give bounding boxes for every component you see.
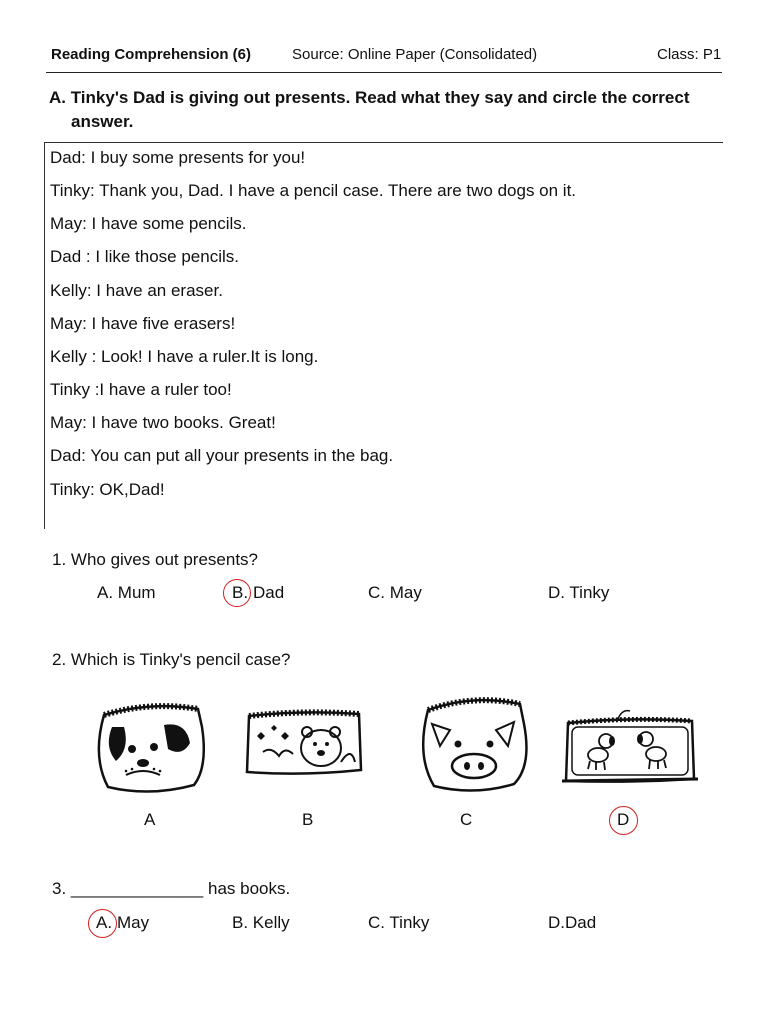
pencil-case-two-dogs-image[interactable] [560, 707, 700, 787]
q3-option-a[interactable]: A. [96, 913, 113, 932]
dialogue-line: Kelly: I have an eraser. [50, 281, 223, 300]
question-1-text: 1. Who gives out presents? [52, 550, 259, 569]
dialogue-line: Kelly : Look! I have a ruler.It is long. [50, 347, 319, 366]
q3-option-b[interactable]: B. Kelly [232, 913, 290, 932]
q1-option-d[interactable]: D. Tinky [548, 583, 610, 602]
section-title-line2: answer. [71, 112, 134, 131]
pencil-case-pig-face-image[interactable] [414, 690, 534, 798]
pencil-case-dog-face-image[interactable] [90, 697, 210, 797]
dialogue-line: May: I have some pencils. [50, 214, 247, 233]
dialogue-line: Tinky: OK,Dad! [50, 480, 165, 499]
q3-option-c[interactable]: C. Tinky [368, 913, 430, 932]
section-title-line1: A. Tinky's Dad is giving out presents. Read what they say and circle the correct [49, 88, 690, 107]
q3-option-a-text[interactable]: May [117, 913, 150, 932]
picture-label-b: B [302, 810, 314, 829]
q1-option-a[interactable]: A. Mum [97, 583, 156, 602]
question-3-text: 3. ______________ has books. [52, 879, 291, 898]
worksheet-source: Source: Online Paper (Consolidated) [292, 46, 538, 63]
picture-label-a: A [144, 810, 156, 829]
picture-label-c: C [460, 810, 473, 829]
section-title [49, 86, 729, 134]
dialogue-line: Dad: I buy some presents for you! [50, 148, 306, 167]
dialogue-line: May: I have five erasers! [50, 314, 236, 333]
worksheet-title: Reading Comprehension (6) [51, 46, 252, 63]
worksheet-class: Class: P1 [657, 46, 722, 63]
pencil-case-bear-image[interactable] [241, 706, 365, 778]
question-2-text: 2. Which is Tinky's pencil case? [52, 650, 291, 669]
dialogue-line: Tinky :I have a ruler too! [50, 380, 232, 399]
q1-option-b-text[interactable]: Dad [253, 583, 285, 602]
dialogue-line: Tinky: Thank you, Dad. I have a pencil case. There are two dogs on it. [50, 181, 577, 200]
dialogue-line: Dad: You can put all your presents in the bag. [50, 446, 394, 465]
q1-option-b[interactable]: B. [232, 583, 249, 602]
q3-option-d[interactable]: D.Dad [548, 913, 597, 932]
dialogue-line: May: I have two books. Great! [50, 413, 276, 432]
dialogue-line: Dad : I like those pencils. [50, 247, 239, 266]
picture-label-d: D [617, 810, 630, 829]
q1-option-c[interactable]: C. May [368, 583, 422, 602]
header-divider [46, 72, 722, 73]
